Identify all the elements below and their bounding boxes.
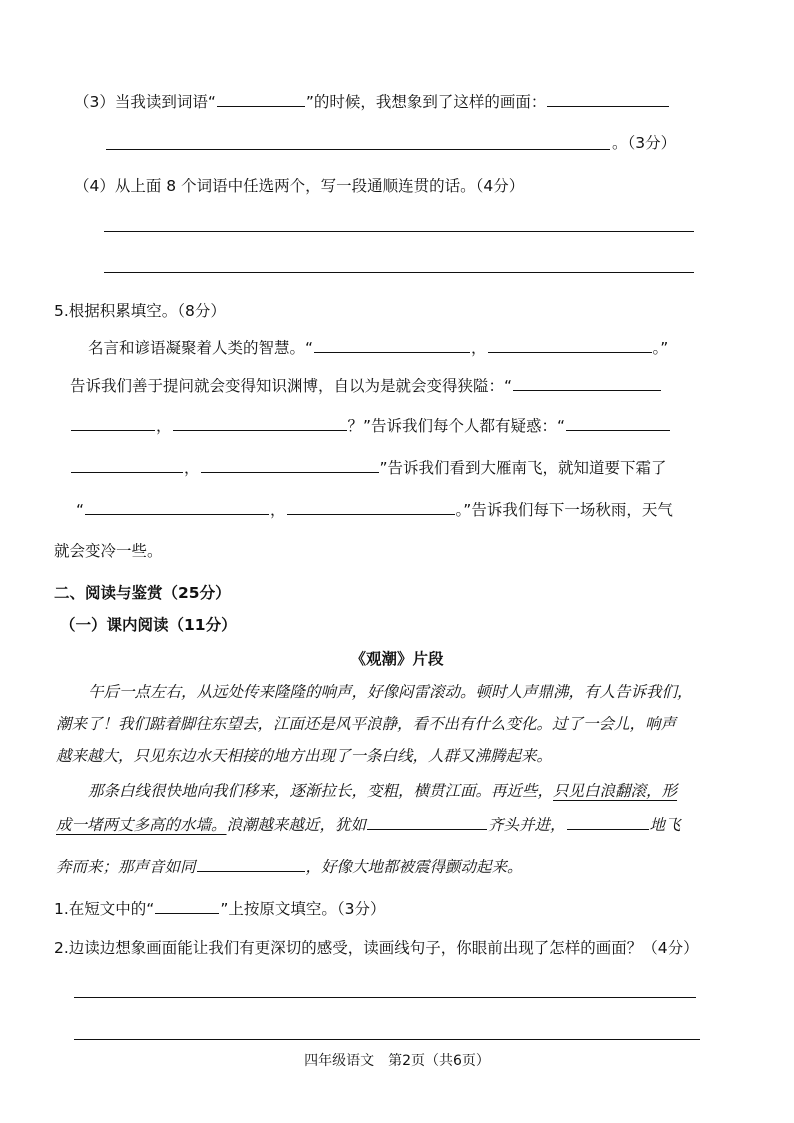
q5-blank-5[interactable] <box>173 414 347 431</box>
passage-p2-l3-text-b: ，好像大地都被震得颤动起来。 <box>305 858 523 876</box>
reading-q2-prompt: 2.边读边想象画面能让我们有更深切的感受，读画线句子，你眼前出现了怎样的画面？（4分） <box>54 939 699 957</box>
q3-text-b: ”的时候，我想象到了这样的画面： <box>305 93 547 111</box>
q5-blank-2[interactable] <box>488 336 652 353</box>
reading-q2-answer-line-1[interactable] <box>74 997 696 998</box>
q5-l1-text-a: 名言和谚语凝聚着人类的智慧。“ <box>88 339 314 357</box>
q3-picture-blank-2[interactable] <box>106 149 610 150</box>
q4-answer-line-2[interactable] <box>104 272 694 273</box>
q5-l3-comma: ， <box>156 417 172 435</box>
passage-p2-line-2 <box>56 813 681 836</box>
q5-line-1 <box>88 336 668 359</box>
reading-q2-answer-line-2[interactable] <box>74 1039 700 1040</box>
section-2-subtitle: （一）课内阅读（11分） <box>60 616 237 634</box>
passage-p1-line-3: 越来越大，只见东边水天相接的地方出现了一条白线，人群又沸腾起来。 <box>56 747 553 765</box>
q5-blank-7[interactable] <box>71 456 183 473</box>
q5-line-2 <box>70 374 662 397</box>
q5-blank-9[interactable] <box>85 498 269 515</box>
passage-title: 《观潮》片段 <box>350 650 444 668</box>
q5-blank-3[interactable] <box>513 374 661 391</box>
passage-p2-l2-text-a: 浪潮越来越近，犹如 <box>226 816 367 834</box>
q5-line-5 <box>76 498 673 521</box>
reading-q1-text-b: ”上按原文填空。（3分） <box>220 900 386 918</box>
passage-blank-1[interactable] <box>367 813 487 830</box>
passage-p2-l3-text-a: 奔而来；那声音如同 <box>56 858 196 876</box>
passage-p2-line-3 <box>56 855 523 878</box>
q5-blank-6[interactable] <box>566 414 670 431</box>
q4-answer-line-1[interactable] <box>104 231 694 232</box>
passage-p2-l2-text-b: 齐头并进， <box>488 816 566 834</box>
q5-blank-1[interactable] <box>314 336 470 353</box>
passage-blank-2[interactable] <box>567 813 649 830</box>
section-2-title: 二、阅读与鉴赏（25分） <box>54 584 231 602</box>
passage-blank-3[interactable] <box>197 855 305 872</box>
q5-l4-text: ”告诉我们看到大雁南飞，就知道要下霜了 <box>379 459 667 477</box>
reading-q1-blank-sample <box>155 897 219 914</box>
q5-line-3 <box>70 414 671 437</box>
q5-l5-open-quote: “ <box>76 501 85 519</box>
q5-blank-10[interactable] <box>287 498 455 515</box>
q5-l1-comma: ， <box>471 339 487 357</box>
q5-l5-comma: ， <box>270 501 286 519</box>
underlined-sentence-part-1: 只见白浪翻滚，形 <box>553 782 678 800</box>
reading-q1-text-a: 1.在短文中的“ <box>54 900 155 918</box>
passage-p2-l2-text-c: 地飞 <box>649 816 681 834</box>
q5-title: 5.根据积累填空。（8分） <box>54 302 226 320</box>
q5-l5-text: 。”告诉我们每下一场秋雨，天气 <box>455 501 673 519</box>
q5-l4-comma: ， <box>184 459 200 477</box>
q5-l3-text: ？”告诉我们每个人都有疑惑：“ <box>347 417 566 435</box>
q3-text-a: （3）当我读到词语“ <box>74 93 216 111</box>
q5-line-6: 就会变冷一些。 <box>54 542 163 560</box>
passage-p2-l1-text: 那条白线很快地向我们移来，逐渐拉长，变粗，横贯江面。再近些， <box>88 782 554 800</box>
underlined-sentence-part-2: 成一堵两丈多高的水墙。 <box>56 816 227 834</box>
passage-p2-line-1 <box>88 780 677 802</box>
q3-word-blank[interactable] <box>217 90 305 107</box>
passage-p1-line-1: 午后一点左右，从远处传来隆隆的响声，好像闷雷滚动。顿时人声鼎沸，有人告诉我们， <box>88 683 693 701</box>
page-footer: 四年级语文 第2页（共6页） <box>304 1053 490 1069</box>
q3-score: 。（3分） <box>612 134 677 152</box>
q5-l1-end: 。” <box>652 339 669 357</box>
passage-p1-line-2: 潮来了！我们踮着脚往东望去，江面还是风平浪静，看不出有什么变化。过了一会儿，响声 <box>56 715 677 733</box>
q4-prompt: （4）从上面 8 个词语中任选两个，写一段通顺连贯的话。（4分） <box>74 177 525 195</box>
q3-line-1 <box>74 90 670 113</box>
reading-q1 <box>54 897 385 920</box>
q5-line-4 <box>70 456 667 479</box>
q5-blank-4[interactable] <box>71 414 155 431</box>
q5-l2-text: 告诉我们善于提问就会变得知识渊博，自以为是就会变得狭隘：“ <box>70 377 513 395</box>
q5-blank-8[interactable] <box>201 456 379 473</box>
q3-picture-blank-1[interactable] <box>547 90 669 107</box>
